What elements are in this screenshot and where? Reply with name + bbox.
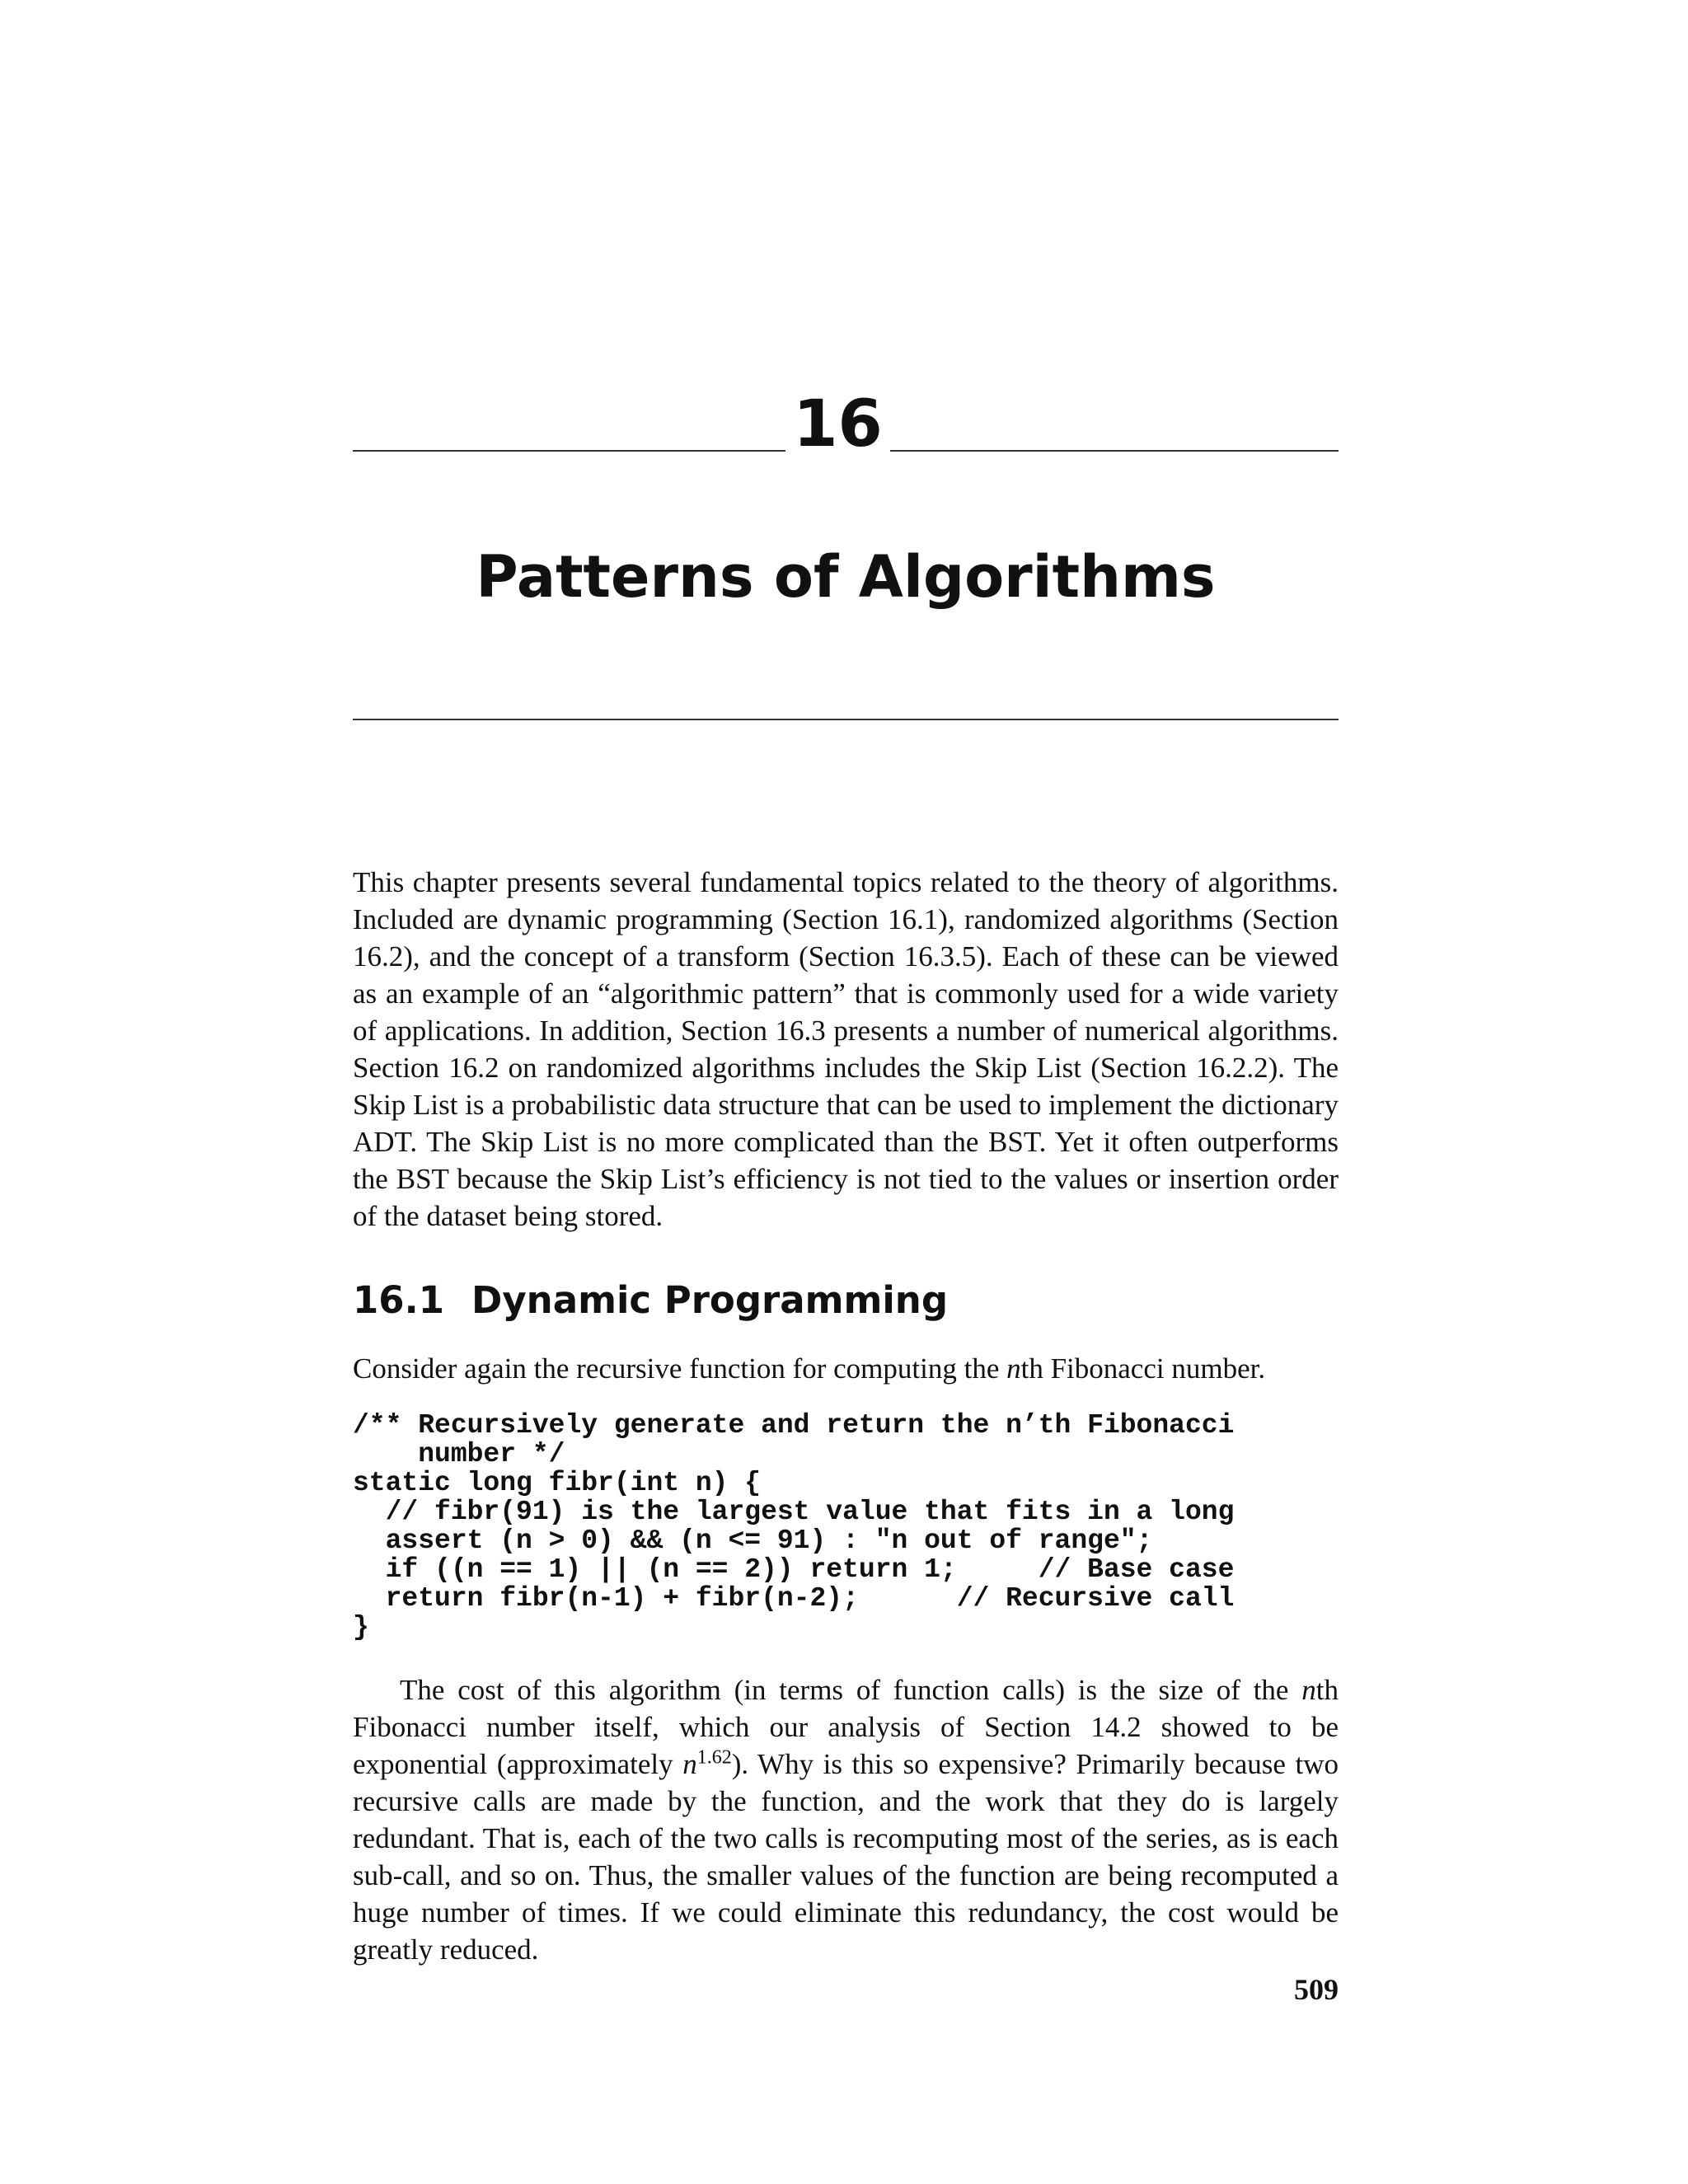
cost-paragraph	[353, 1671, 1339, 1968]
chapter-title: Patterns of Algorithms	[476, 543, 1216, 611]
cost-text-part3: ). Why is this so expensive? Primarily because two recursive calls are made by the function, and the work that they do is largely redundant. That is, each of the two calls is recomputing most of the series, as is each sub-call, and so on. Thus, the smaller values of the function are being recomputed a huge number of times. If we could eliminate this redundancy, the cost would be greatly reduced.	[353, 1748, 1339, 1966]
math-var-n: n	[682, 1748, 697, 1780]
section-number: 16.1	[353, 1278, 445, 1322]
chapter-header	[353, 387, 1339, 462]
page-number: 509	[1294, 1973, 1339, 2006]
consider-paragraph	[353, 1350, 1339, 1387]
consider-text-after: th Fibonacci number.	[1020, 1352, 1266, 1385]
cost-text-part1: The cost of this algorithm (in terms of function calls) is the size of the	[400, 1674, 1302, 1706]
title-rule	[353, 719, 1339, 720]
intro-paragraph: This chapter presents several fundamental topics related to the theory of algorithms. Included are dynamic programming (Section 16.1), randomized algorithms (Section 16.2), and the concept of a transform (Section 16.3.5). Each of these can be viewed as an example of an “algorithmic pattern” that is commonly used for a wide variety of applications. In addition, Section 16.3 presents a number of numerical algorithms. Section 16.2 on randomized algorithms includes the Skip List (Section 16.2.2). The Skip List is a probabilistic data structure that can be used to implement the dictionary ADT. The Skip List is no more complicated than the BST. Yet it often outperforms the BST because the Skip List’s efficiency is not tied to the values or insertion order of the dataset being stored.	[353, 866, 1339, 1232]
math-var-n: n	[1301, 1674, 1316, 1706]
chapter-number: 16	[793, 387, 883, 462]
section-title: Dynamic Programming	[471, 1278, 949, 1322]
chapter-rule-right	[890, 450, 1339, 452]
code-listing: /** Recursively generate and return the n’th Fibonacci number */ static long fibr(int n) { // fibr(91) is the largest value that fits in a long assert (n > 0) && (n <= 91) : "n out of range"; if ((n == 1) || (n == 2)) return 1; // Base case return fibr(n-1) + fibr(n-2); // Recursive call }	[353, 1410, 1235, 1643]
cost-text-part2: th Fibonacci number itself, which our analysis of Section 14.2 showed to be exponential (approximately	[353, 1674, 1339, 1780]
math-exponent: 1.62	[696, 1746, 732, 1769]
chapter-rule-left	[353, 450, 785, 452]
consider-text-before: Consider again the recursive function for computing the	[353, 1352, 1007, 1385]
math-var-n: n	[1006, 1352, 1021, 1385]
section-heading	[353, 1276, 1339, 1325]
